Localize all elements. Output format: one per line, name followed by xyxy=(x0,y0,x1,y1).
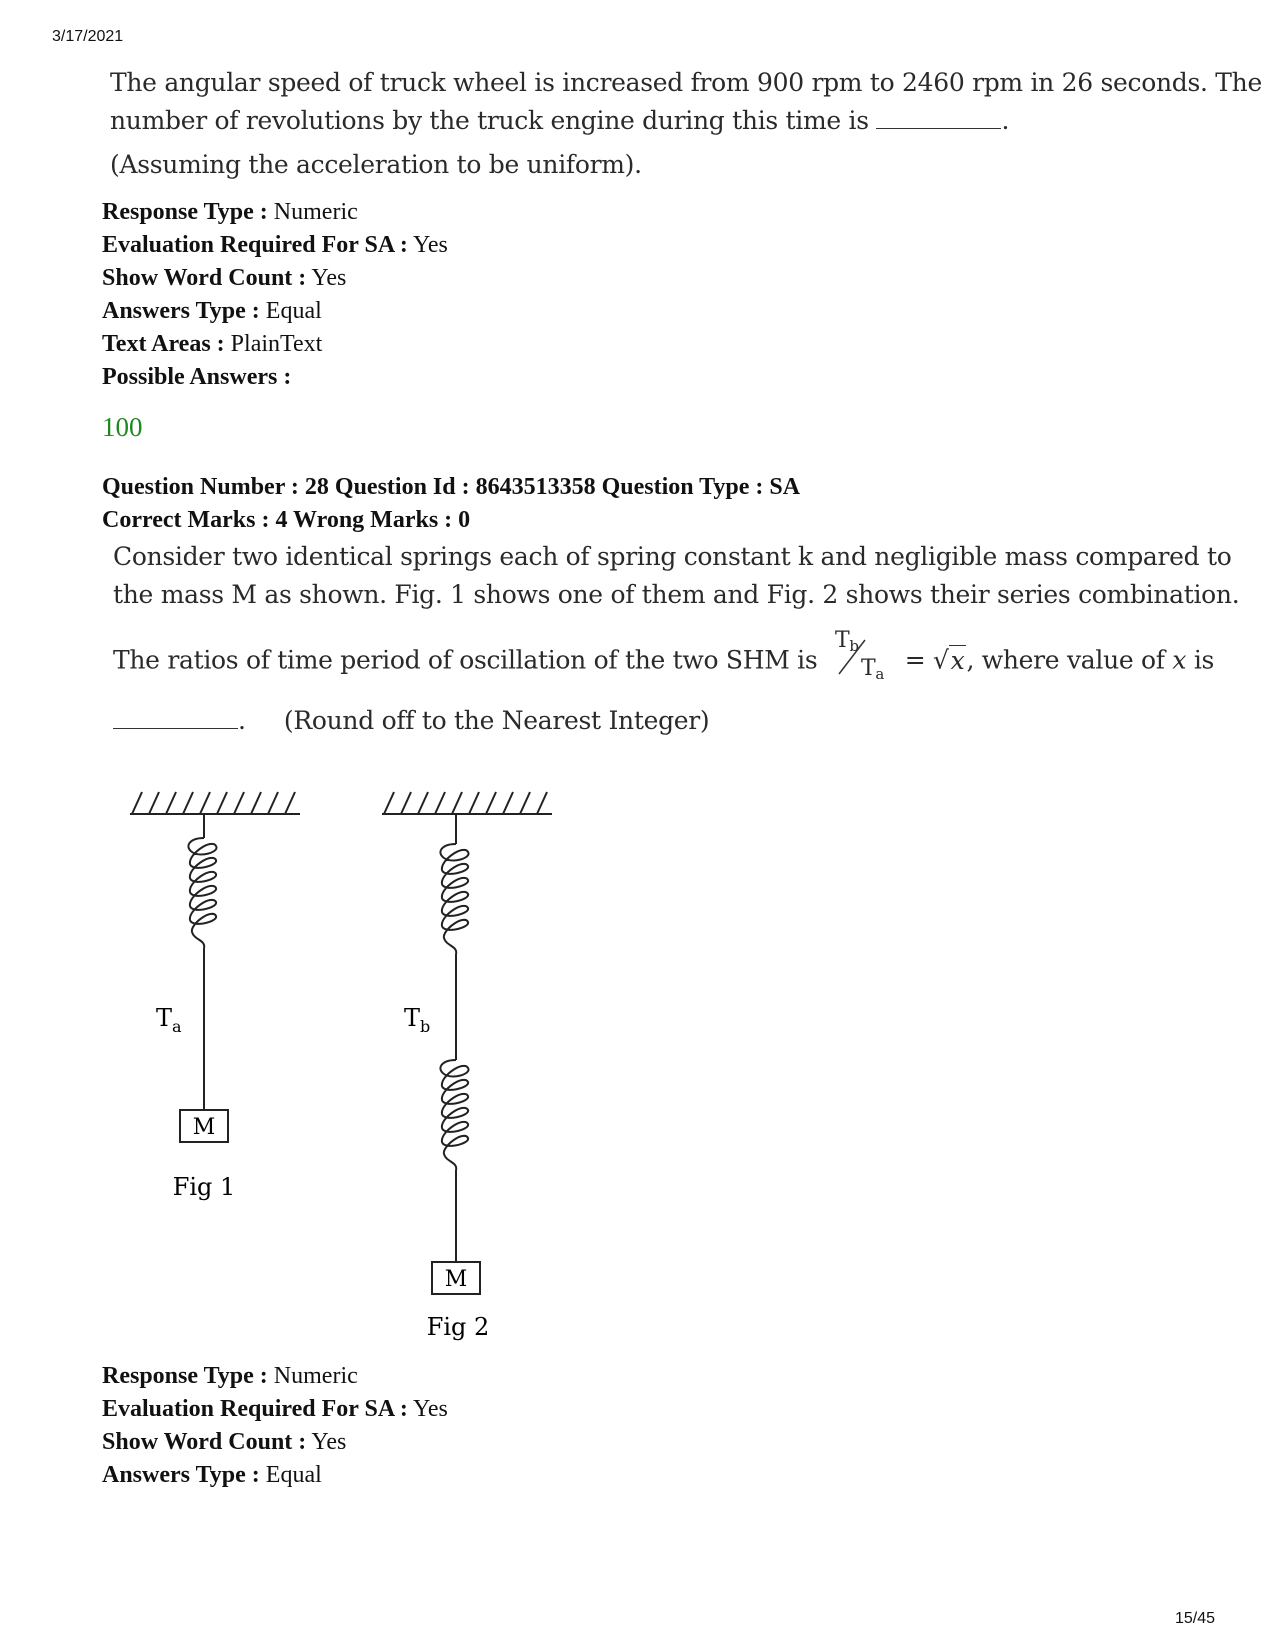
spring-fig2-upper xyxy=(440,814,468,1060)
q28-text-line-3b: , where value of xyxy=(966,645,1165,675)
q28-text-line-4: . (Round off to the Nearest Integer) xyxy=(113,706,709,735)
ratio-den-sub: a xyxy=(875,665,885,683)
ta-letter: T xyxy=(156,1004,173,1032)
q27-meta-possible-answers xyxy=(102,365,291,389)
q28-meta-word-count xyxy=(102,1430,346,1454)
equals-sign: = xyxy=(904,645,926,675)
q28-header-line-2: Correct Marks : 4 Wrong Marks : 0 xyxy=(102,507,471,533)
meta-label: Answers Type : xyxy=(102,1462,260,1488)
ratio-den-t: T xyxy=(861,656,876,681)
meta-value: PlainText xyxy=(230,331,323,357)
fig2-caption: Fig 2 xyxy=(426,1313,490,1341)
q27-meta-word-count xyxy=(102,266,346,290)
q27-meta-answers-type xyxy=(102,299,322,323)
meta-label: Evaluation Required For SA : xyxy=(102,1396,408,1422)
meta-label: Evaluation Required For SA : xyxy=(102,232,408,258)
meta-value: Yes xyxy=(412,232,448,258)
print-date: 3/17/2021 xyxy=(52,28,124,45)
answer-blank xyxy=(876,106,1001,129)
page-number: 15/45 xyxy=(1175,1610,1216,1627)
ta-label xyxy=(156,1004,182,1036)
meta-label: Answers Type : xyxy=(102,298,260,324)
meta-label: Show Word Count : xyxy=(102,265,307,291)
q27-meta-evaluation xyxy=(102,233,448,257)
q28-text-line-3a: The ratios of time period of oscillation of the two SHM is xyxy=(113,645,818,675)
answer-blank xyxy=(113,706,238,729)
meta-label: Response Type : xyxy=(102,199,268,225)
variable-x: x xyxy=(1172,645,1187,675)
meta-value: Numeric xyxy=(273,199,358,225)
q28-header-line-1: Question Number : 28 Question Id : 8643513358 Question Type : SA xyxy=(102,474,801,500)
ratio-denominator xyxy=(861,656,884,683)
q28-text-line-3 xyxy=(113,628,1215,683)
spring-fig2-lower xyxy=(440,1060,468,1262)
meta-value: Equal xyxy=(265,1462,322,1488)
ceiling-fig1 xyxy=(130,792,300,814)
ceiling-fig2 xyxy=(382,792,552,814)
q27-meta-text-areas xyxy=(102,332,322,356)
meta-value: Yes xyxy=(311,1429,347,1455)
q28-text-line-3c: is xyxy=(1193,645,1215,675)
q28-text-line-1: Consider two identical springs each of spring constant k and negligible mass compared to xyxy=(113,542,1232,571)
round-off-note: (Round off to the Nearest Integer) xyxy=(283,706,710,735)
meta-label: Show Word Count : xyxy=(102,1429,307,1455)
tb-subscript: b xyxy=(420,1017,431,1036)
ta-subscript: a xyxy=(172,1017,182,1036)
spring-fig1 xyxy=(188,814,216,1110)
q28-text-line-2: the mass M as shown. Fig. 1 shows one of them and Fig. 2 shows their series combination. xyxy=(113,580,1240,609)
meta-value: Numeric xyxy=(273,1363,358,1389)
fig1-caption: Fig 1 xyxy=(172,1173,236,1201)
meta-label: Possible Answers : xyxy=(102,364,292,390)
q27-text-line-2: number of revolutions by the truck engine during this time is . xyxy=(110,106,1010,135)
ratio-num-t: T xyxy=(835,628,850,653)
q27-text-line-2-content: number of revolutions by the truck engine during this time is xyxy=(110,106,869,135)
meta-label: Text Areas : xyxy=(102,331,225,357)
mass-label-fig1: M xyxy=(192,1115,216,1140)
meta-value: Yes xyxy=(311,265,347,291)
tb-letter: T xyxy=(404,1004,421,1032)
q28-meta-evaluation xyxy=(102,1397,448,1421)
mass-label-fig2: M xyxy=(444,1267,468,1292)
q27-text-line-1: The angular speed of truck wheel is increased from 900 rpm to 2460 rpm in 26 seconds. The xyxy=(110,68,1262,97)
ratio-num-sub: b xyxy=(849,637,859,655)
meta-value: Yes xyxy=(412,1396,448,1422)
q27-text-line-3: (Assuming the acceleration to be uniform). xyxy=(110,150,642,179)
meta-value: Equal xyxy=(265,298,322,324)
sqrt-symbol: √ xyxy=(933,645,949,675)
q28-meta-response-type xyxy=(102,1364,358,1388)
time-period-ratio xyxy=(825,628,897,683)
tb-label xyxy=(404,1004,430,1036)
possible-answer-value: 100 xyxy=(102,412,143,442)
sqrt-radicand: x xyxy=(950,645,965,675)
meta-label: Response Type : xyxy=(102,1363,268,1389)
q28-meta-answers-type xyxy=(102,1463,322,1487)
spring-figure xyxy=(120,780,580,1360)
q27-meta-response-type xyxy=(102,200,358,224)
